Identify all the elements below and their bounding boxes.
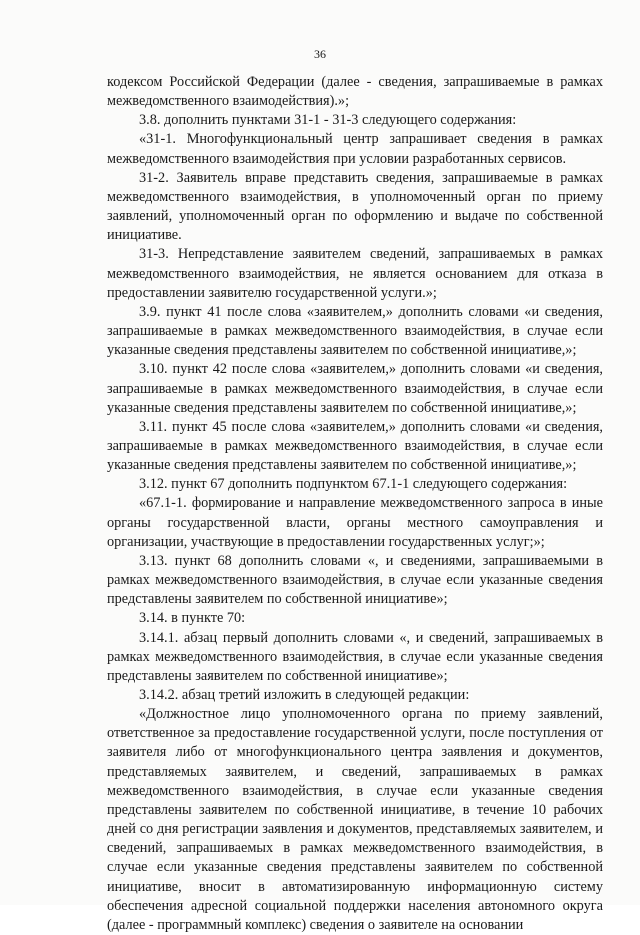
paragraph: 3.8. дополнить пунктами 31-1 - 31-3 следующего содержания:	[139, 112, 517, 129]
paragraph: 3.14.1. абзац первый дополнить словами «, и сведений, запрашиваемых в рамках межведомственного взаимодействия, в случае если указанные сведения представлены заявителем по собственной инициативе»;	[107, 629, 603, 684]
paragraph: 3.13. пункт 68 дополнить словами «, и сведениями, запрашиваемыми в рамках межведомственного взаимодействия, в случае если указанные сведения представлены заявителем по собственной инициативе»;	[107, 552, 603, 608]
paragraph: «Должностное лицо уполномоченного органа по приему заявлений, ответственное за предоставление государственной услуги, после поступления от заявителя либо от многофункционального центра заявления и документов, представляемых заявителем, и сведений, запрашиваемых в рамках межведомственного взаимодействия, в случае если указанные сведения представлены заявителем по собственной инициативе, в течение 10 рабочих дней со дня регистрации заявления и документов, представляемых заявителем, и сведений, запрашиваемых в рамках межведомственного взаимодействия, в случае если указанные сведения представлены заявителем по собственной инициативе, вносит в автоматизированную информационную систему обеспечения адресной социальной поддержки населения автономного округа (далее - программный комплекс) сведения о заявителе на основании	[107, 706, 603, 933]
paragraph: 31-3. Непредставление заявителем сведений, запрашиваемых в рамках межведомственного взаимодействия, не является основанием для отказа в предоставлении заявителю государственной услуги.»;	[107, 246, 603, 301]
paragraph: 3.12. пункт 67 дополнить подпунктом 67.1-1 следующего содержания:	[139, 476, 568, 493]
paragraph: 3.14.2. абзац третий изложить в следующей редакции:	[139, 687, 470, 703]
paragraph: кодексом Российской Федерации (далее - сведения, запрашиваемые в рамках межведомственного взаимодействия).»;	[107, 74, 603, 110]
page-number: 36	[314, 47, 326, 61]
paragraph: 3.11. пункт 45 после слова «заявителем,» дополнить словами «и сведения, запрашиваемые в рамках межведомственного взаимодействия, в случае если указанные сведения представлены заявителем по собственной инициативе,»;	[107, 418, 603, 474]
paragraph: «31-1. Многофункциональный центр запрашивает сведения в рамках межведомственного взаимодействия при условии разработанных сервисов.	[107, 131, 603, 167]
paragraph: 3.14. в пункте 70:	[139, 610, 246, 627]
paragraph: «67.1-1. формирование и направление межведомственного запроса в иные органы государственной власти, органы местного самоуправления и организации, участвующие в предоставлении государственных услуг;»;	[107, 495, 603, 550]
paragraph: 31-2. Заявитель вправе представить сведения, запрашиваемые в рамках межведомственного взаимодействия, в уполномоченный орган по приему заявлений, уполномоченный орган по оформлению и выдаче по собственной инициативе.	[107, 169, 603, 244]
document-body	[107, 73, 603, 935]
paragraph: 3.9. пункт 41 после слова «заявителем,» дополнить словами «и сведения, запрашиваемые в рамках межведомственного взаимодействия, в случае если указанные сведения представлены заявителем по собственной инициативе,»;	[107, 303, 603, 359]
paragraph: 3.10. пункт 42 после слова «заявителем,» дополнить словами «и сведения, запрашиваемые в рамках межведомственного взаимодействия, в случае если указанные сведения представлены заявителем по собственной инициативе,»;	[107, 361, 603, 416]
